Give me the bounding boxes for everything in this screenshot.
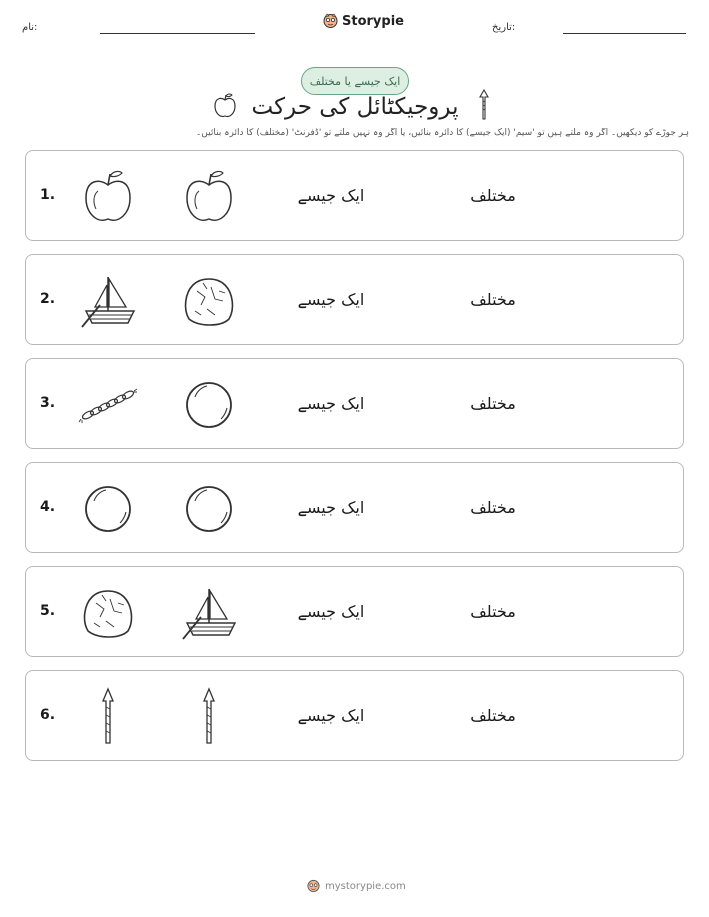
same-option[interactable]: ایک جیسے bbox=[297, 706, 365, 725]
bubble-icon bbox=[179, 479, 239, 539]
question-number: 3. bbox=[40, 395, 56, 411]
same-option[interactable]: ایک جیسے bbox=[297, 290, 365, 309]
question-row-2 bbox=[25, 254, 684, 345]
question-number: 5. bbox=[40, 603, 56, 619]
different-option[interactable]: مختلف bbox=[470, 186, 516, 205]
date-label: تاریخ: bbox=[492, 22, 516, 33]
question-number: 6. bbox=[40, 707, 56, 723]
apple-icon bbox=[179, 167, 239, 227]
worksheet-title: پروجیکٹائل کی حرکت bbox=[251, 94, 459, 120]
question-number: 2. bbox=[40, 291, 56, 307]
rock-icon bbox=[78, 583, 138, 643]
different-option[interactable]: مختلف bbox=[470, 290, 516, 309]
boat-icon bbox=[78, 271, 138, 331]
name-label: نام: bbox=[22, 22, 38, 33]
footer-site-link[interactable]: mystorypie.com bbox=[325, 880, 406, 892]
instructions: ہر جوڑے کو دیکھیں۔ اگر وہ ملتے ہیں تو 'سیم' (ایک جیسے) کا دائرہ بنائیں، یا اگر وہ نہیں ملتے تو 'ڈفرنٹ' (مختلف) کا دائرہ بنائیں۔ bbox=[196, 128, 689, 138]
rock-icon bbox=[179, 271, 239, 331]
rope-icon bbox=[78, 375, 138, 435]
arrow-icon bbox=[477, 89, 491, 121]
different-option[interactable]: مختلف bbox=[470, 394, 516, 413]
footer bbox=[307, 879, 406, 893]
question-row-4 bbox=[25, 462, 684, 553]
same-option[interactable]: ایک جیسے bbox=[297, 394, 365, 413]
bubble-icon bbox=[179, 375, 239, 435]
bubble-icon bbox=[78, 479, 138, 539]
apple-icon bbox=[78, 167, 138, 227]
topic-pill: ایک جیسے یا مختلف bbox=[301, 67, 409, 95]
different-option[interactable]: مختلف bbox=[470, 602, 516, 621]
question-row-6 bbox=[25, 670, 684, 761]
name-line[interactable] bbox=[100, 33, 255, 34]
question-number: 4. bbox=[40, 499, 56, 515]
question-row-5 bbox=[25, 566, 684, 657]
storypie-logo bbox=[323, 13, 404, 29]
same-option[interactable]: ایک جیسے bbox=[297, 186, 365, 205]
boat-icon bbox=[179, 583, 239, 643]
different-option[interactable]: مختلف bbox=[470, 498, 516, 517]
same-option[interactable]: ایک جیسے bbox=[297, 602, 365, 621]
question-row-1 bbox=[25, 150, 684, 241]
apple-icon bbox=[212, 92, 238, 120]
different-option[interactable]: مختلف bbox=[470, 706, 516, 725]
arrow-icon bbox=[78, 687, 138, 747]
question-number: 1. bbox=[40, 187, 56, 203]
brand-name: Storypie bbox=[342, 13, 404, 29]
date-line[interactable] bbox=[563, 33, 686, 34]
mascot-icon bbox=[323, 13, 338, 29]
question-row-3 bbox=[25, 358, 684, 449]
mascot-icon bbox=[307, 879, 320, 893]
arrow-icon bbox=[179, 687, 239, 747]
same-option[interactable]: ایک جیسے bbox=[297, 498, 365, 517]
